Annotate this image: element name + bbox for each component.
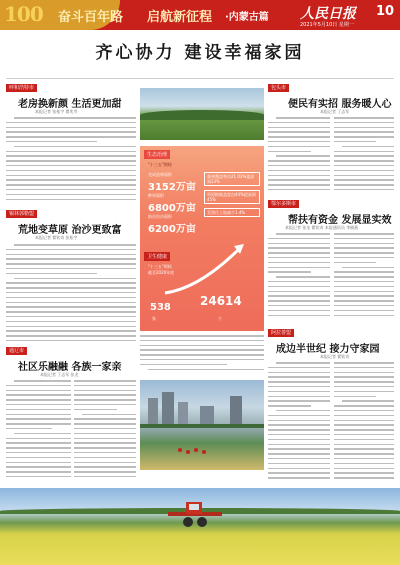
stat-box: 荒漠化土地减少1.4% xyxy=(204,208,260,217)
header-slogan-2: 启航新征程 xyxy=(147,10,213,25)
section-tag: 包头市 xyxy=(268,84,289,92)
stat-label: 完成造林面积 xyxy=(148,172,172,177)
tractor-icon xyxy=(168,500,222,528)
section-tag: 锡林郭勒盟 xyxy=(6,210,37,218)
page-title: 齐心协力 建设幸福家园 xyxy=(95,43,305,63)
stat-box: 草原植被盖度由44%提高到45% xyxy=(204,190,260,204)
article-body xyxy=(140,335,264,377)
article-body xyxy=(6,244,136,344)
section-tag: 呼和浩特市 xyxy=(6,84,37,92)
building-silhouette-icon xyxy=(140,380,264,470)
health-stat-value: 538 xyxy=(150,302,171,313)
article-headline: 便民有实招 服务暖人心 xyxy=(288,99,392,110)
article-body xyxy=(6,380,71,485)
header-big-number: 100 xyxy=(4,2,43,26)
section-tag: 鄂尔多斯市 xyxy=(268,200,299,208)
health-stat-value: 24614 xyxy=(200,294,242,308)
article-byline: 本报记者 丁志军 xyxy=(320,109,350,114)
stat-box: 森林覆盖率由21.03%提高到23% xyxy=(204,172,260,186)
article-byline: 本报记者 张枨宇 翟兆岑 xyxy=(35,109,78,114)
health-stat-unit: 家 xyxy=(152,316,156,321)
article-byline: 本报记者 张龙 翟钦奇 本报通讯员 李晓燕 xyxy=(285,225,359,230)
stat-label: 种草面积 xyxy=(148,193,164,198)
health-header: 卫生健康 xyxy=(144,252,170,261)
grassland-photo xyxy=(140,88,264,140)
header-slogan-1: 奋斗百年路 xyxy=(58,10,124,25)
article-headline: 荒地变草原 治沙更致富 xyxy=(18,225,122,236)
article-headline: 社区乐融融 各族一家亲 xyxy=(18,362,122,373)
ecology-infographic xyxy=(140,146,264,331)
article-body xyxy=(268,233,330,323)
infographic-header: 生态治理 xyxy=(144,150,170,159)
stat-value: 6800万亩 xyxy=(148,203,196,214)
infographic-subheader: "十三五"期间 xyxy=(148,162,172,167)
article-body xyxy=(268,362,330,484)
town-photo xyxy=(140,380,264,470)
article-body xyxy=(334,117,394,197)
article-byline: 本报记者 丁志军 张龙 xyxy=(40,372,79,377)
article-body xyxy=(334,233,394,323)
stat-value: 3152万亩 xyxy=(148,182,196,193)
section-tag: 通辽市 xyxy=(6,347,27,355)
article-byline: 本报记者 翟钦奇 张枨宇 xyxy=(35,235,78,240)
health-subheader-2: 截至2020年底 xyxy=(148,270,175,275)
header-region: ·内蒙古篇 xyxy=(225,12,269,23)
issue-date: 2021年5月10日 星期一 xyxy=(300,22,354,28)
page-number: 10 xyxy=(376,4,395,19)
article-headline: 老房换新颜 生活更加甜 xyxy=(18,99,122,110)
page-header xyxy=(0,0,400,30)
section-tag: 阿拉善盟 xyxy=(268,329,294,337)
article-body xyxy=(6,117,136,207)
article-byline: 本报记者 翟钦奇 xyxy=(320,354,350,359)
stat-label: 防沙治沙面积 xyxy=(148,214,172,219)
health-subheader: "十三五"期间 xyxy=(148,264,172,269)
growth-arrow-icon xyxy=(160,238,250,298)
article-body xyxy=(334,362,394,484)
health-stat-unit: 个 xyxy=(218,316,222,321)
article-body xyxy=(74,380,136,485)
article-headline: 帮扶有资金 发展显实效 xyxy=(288,215,392,226)
article-body xyxy=(268,117,330,197)
article-headline: 成边半世纪 接力守家园 xyxy=(276,344,380,355)
newspaper-logo: 人民日报 xyxy=(300,6,356,22)
stat-value: 6200万亩 xyxy=(148,224,196,235)
title-divider xyxy=(6,78,394,79)
photo-hills xyxy=(140,110,264,120)
